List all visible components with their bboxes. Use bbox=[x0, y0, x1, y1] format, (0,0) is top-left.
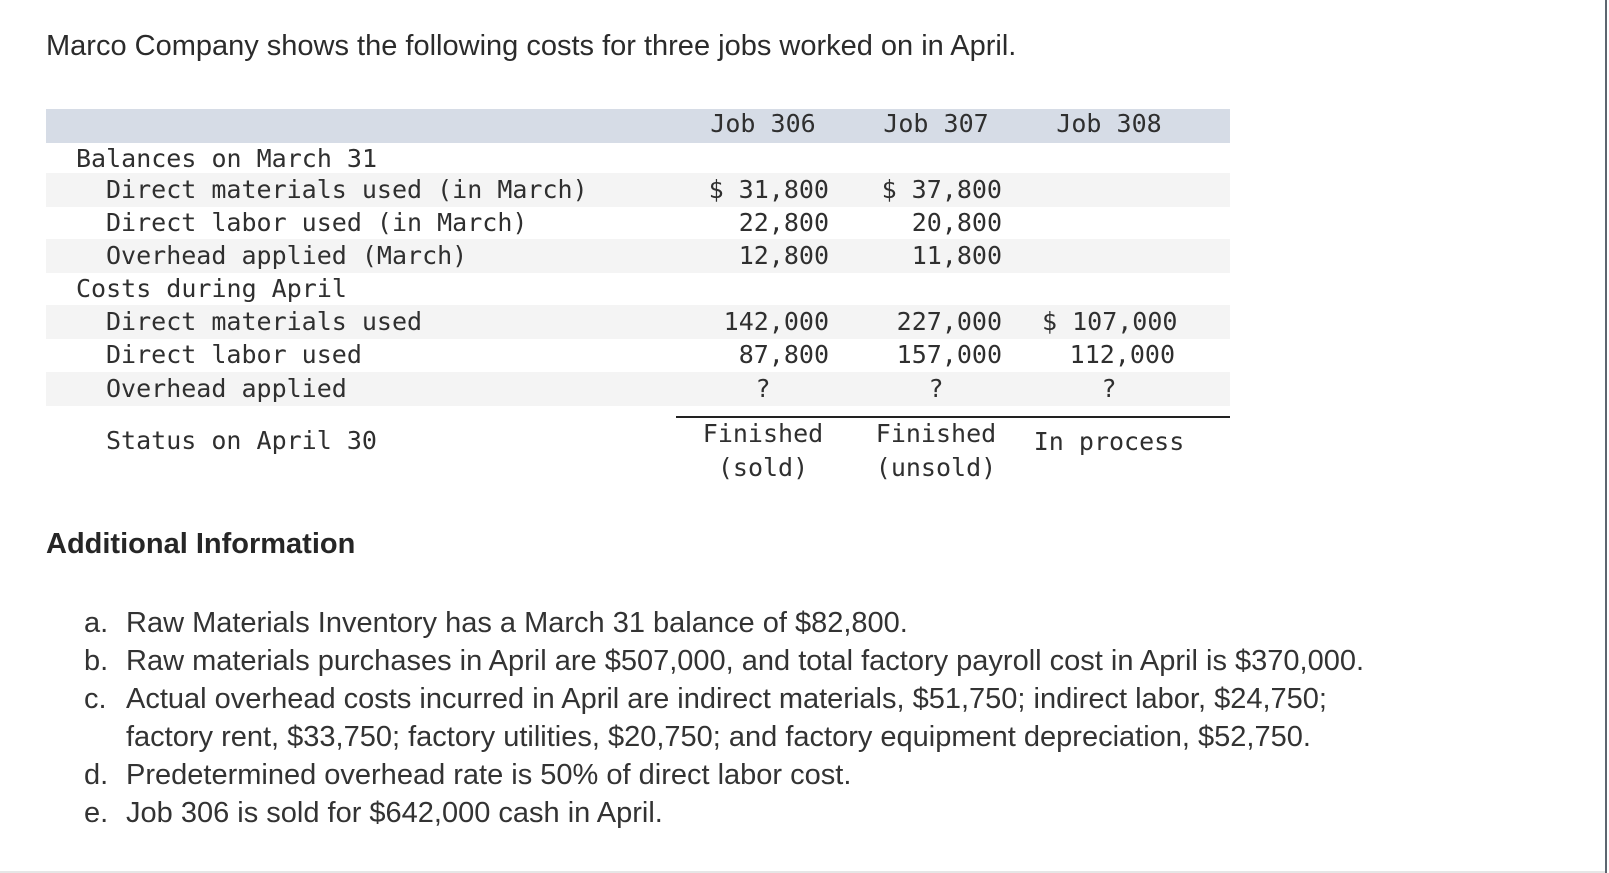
table-row bbox=[46, 305, 1230, 339]
table-row bbox=[46, 173, 1230, 207]
row-label: Direct materials used bbox=[106, 307, 423, 336]
item-text: Actual overhead costs incurred in April are indirect materials, $51,750; indirect labor, $24,750; factory rent, $33,750; factory utilities, $20,750; and factory equipment depreciation, $52,750. bbox=[126, 683, 1327, 753]
status-job-306 bbox=[674, 417, 852, 485]
cell-job-306: 12,800 bbox=[738, 241, 829, 270]
cell-job-308: ? bbox=[1101, 374, 1117, 403]
intro-text: Marco Company shows the following costs for three jobs worked on in April. bbox=[46, 30, 1017, 62]
cell-job-307: $ 37,800 bbox=[881, 175, 1002, 204]
header-job-307: Job 307 bbox=[883, 109, 989, 138]
row-label: Overhead applied bbox=[106, 374, 347, 403]
list-item bbox=[84, 756, 1566, 794]
status-line: (unsold) bbox=[875, 453, 997, 482]
table-row bbox=[46, 372, 1230, 406]
status-label: Status on April 30 bbox=[106, 426, 377, 455]
item-marker: d. bbox=[84, 759, 109, 791]
item-text: Raw materials purchases in April are $507,000, and total factory payroll cost in April is $370,000. bbox=[126, 645, 1365, 677]
item-marker: e. bbox=[84, 797, 109, 829]
cell-job-307: 20,800 bbox=[911, 208, 1002, 237]
section-title-april: Costs during April bbox=[76, 274, 347, 303]
cell-job-306: 22,800 bbox=[738, 208, 829, 237]
status-line: Finished bbox=[875, 419, 997, 448]
item-marker: b. bbox=[84, 645, 109, 677]
table-row bbox=[46, 206, 1230, 240]
status-job-307 bbox=[847, 417, 1025, 485]
cell-job-306: $ 31,800 bbox=[708, 175, 829, 204]
list-item bbox=[84, 794, 1566, 832]
header-job-306: Job 306 bbox=[710, 109, 816, 138]
row-label: Overhead applied (March) bbox=[106, 241, 468, 270]
item-marker: a. bbox=[84, 607, 109, 639]
list-item bbox=[84, 642, 1566, 680]
cell-job-307: 11,800 bbox=[911, 241, 1002, 270]
section-heading: Additional Information bbox=[46, 528, 356, 560]
cell-job-308: $ 107,000 bbox=[1042, 307, 1178, 336]
right-border bbox=[1605, 0, 1607, 873]
status-line: Finished bbox=[702, 419, 824, 448]
row-label: Direct materials used (in March) bbox=[106, 175, 588, 204]
status-job-308 bbox=[1020, 425, 1198, 459]
cell-job-307: 157,000 bbox=[896, 340, 1002, 369]
cell-job-307: ? bbox=[928, 374, 944, 403]
cell-job-308: 112,000 bbox=[1069, 340, 1175, 369]
section-row-balances bbox=[46, 142, 1230, 176]
table-row bbox=[46, 338, 1230, 372]
item-text: Predetermined overhead rate is 50% of direct labor cost. bbox=[126, 759, 852, 791]
cell-job-307: 227,000 bbox=[896, 307, 1002, 336]
list-item bbox=[84, 680, 1406, 756]
item-marker: c. bbox=[84, 683, 107, 715]
status-line: In process bbox=[1033, 427, 1185, 456]
header-job-308: Job 308 bbox=[1056, 109, 1162, 138]
section-title-balances: Balances on March 31 bbox=[76, 144, 378, 173]
status-line: (sold) bbox=[717, 453, 809, 482]
cell-job-306: 87,800 bbox=[738, 340, 829, 369]
item-text: Raw Materials Inventory has a March 31 balance of $82,800. bbox=[126, 607, 908, 639]
cell-job-306: 142,000 bbox=[723, 307, 829, 336]
additional-info-list bbox=[84, 604, 1566, 832]
row-label: Direct labor used bbox=[106, 340, 362, 369]
table-row bbox=[46, 239, 1230, 273]
row-label: Direct labor used (in March) bbox=[106, 208, 528, 237]
list-item bbox=[84, 604, 1566, 642]
section-row-april bbox=[46, 272, 1230, 306]
cell-job-306: ? bbox=[755, 374, 771, 403]
item-text: Job 306 is sold for $642,000 cash in April. bbox=[126, 797, 663, 829]
table-header-row bbox=[46, 109, 1230, 143]
